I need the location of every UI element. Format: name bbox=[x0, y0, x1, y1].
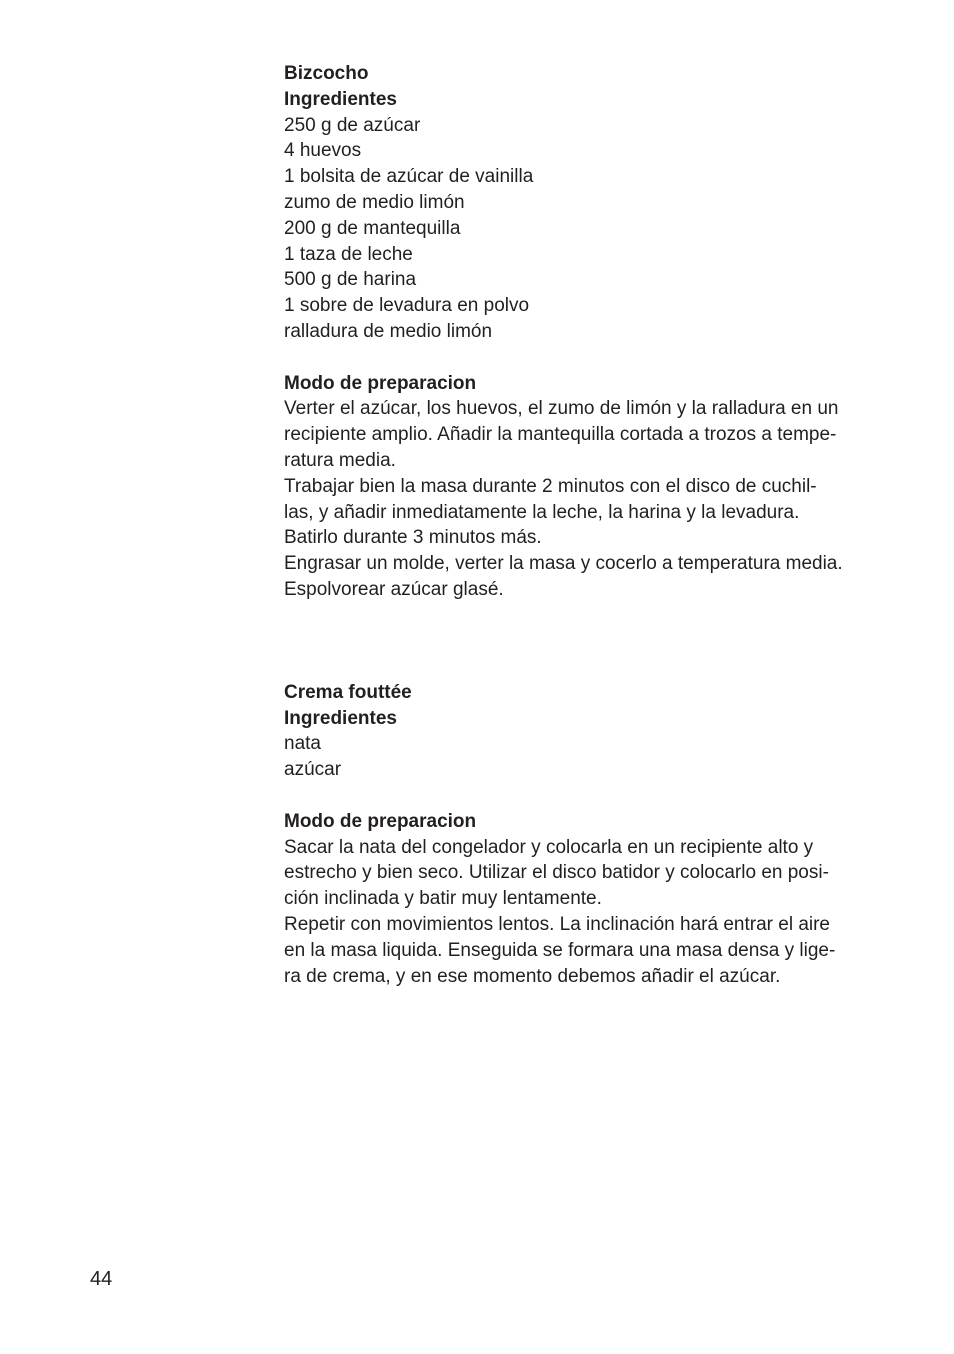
ingredient-item: nata bbox=[284, 733, 321, 755]
method-heading: Modo de preparacion bbox=[284, 372, 477, 394]
recipe-title: Crema fouttée bbox=[284, 681, 412, 703]
method-line: Engrasar un molde, verter la masa y cocerlo a temperatura media. bbox=[284, 553, 843, 575]
ingredient-item: zumo de medio limón bbox=[284, 191, 465, 213]
ingredients-list bbox=[284, 731, 874, 783]
method-line: ra de crema, y en ese momento debemos añadir el azúcar. bbox=[284, 965, 781, 987]
method-line: estrecho y bien seco. Utilizar el disco batidor y colocarlo en posi- bbox=[284, 862, 829, 884]
ingredient-item: ralladura de medio limón bbox=[284, 320, 493, 342]
method-line: Repetir con movimientos lentos. La inclinación hará entrar el aire bbox=[284, 913, 830, 935]
method-line: recipiente amplio. Añadir la mantequilla cortada a trozos a tempe- bbox=[284, 424, 837, 446]
recipe-crema-fouttee bbox=[284, 680, 874, 990]
ingredient-item: 4 huevos bbox=[284, 140, 362, 162]
method-line: Batirlo durante 3 minutos más. bbox=[284, 527, 542, 549]
recipe-title: Bizcocho bbox=[284, 63, 369, 84]
method-line: Trabajar bien la masa durante 2 minutos con el disco de cuchil- bbox=[284, 475, 817, 497]
method-line: ratura media. bbox=[284, 449, 396, 471]
recipe-bizcocho bbox=[284, 61, 874, 603]
method-line: las, y añadir inmediatamente la leche, la harina y la levadura. bbox=[284, 501, 800, 523]
ingredients-list bbox=[284, 113, 874, 345]
method-line: Espolvorear azúcar glasé. bbox=[284, 578, 504, 600]
ingredients-heading: Ingredientes bbox=[284, 88, 397, 110]
method-line: ción inclinada y batir muy lentamente. bbox=[284, 888, 602, 910]
ingredient-item: 1 sobre de levadura en polvo bbox=[284, 295, 530, 317]
ingredient-item: 500 g de harina bbox=[284, 269, 417, 291]
ingredient-item: 200 g de mantequilla bbox=[284, 217, 461, 239]
method-line: Verter el azúcar, los huevos, el zumo de limón y la ralladura en un bbox=[284, 398, 839, 420]
ingredient-item: 1 taza de leche bbox=[284, 243, 413, 265]
ingredient-item: azúcar bbox=[284, 759, 342, 781]
page-number: 44 bbox=[90, 1268, 113, 1290]
method-text bbox=[284, 396, 874, 602]
method-line: Sacar la nata del congelador y colocarla en un recipiente alto y bbox=[284, 836, 814, 858]
ingredient-item: 1 bolsita de azúcar de vainilla bbox=[284, 166, 534, 188]
ingredients-heading: Ingredientes bbox=[284, 707, 397, 729]
method-line: en la masa liquida. Enseguida se formara una masa densa y lige- bbox=[284, 939, 836, 961]
method-heading: Modo de preparacion bbox=[284, 810, 477, 832]
page-content bbox=[284, 61, 874, 989]
method-text bbox=[284, 835, 874, 990]
ingredient-item: 250 g de azúcar bbox=[284, 114, 421, 136]
